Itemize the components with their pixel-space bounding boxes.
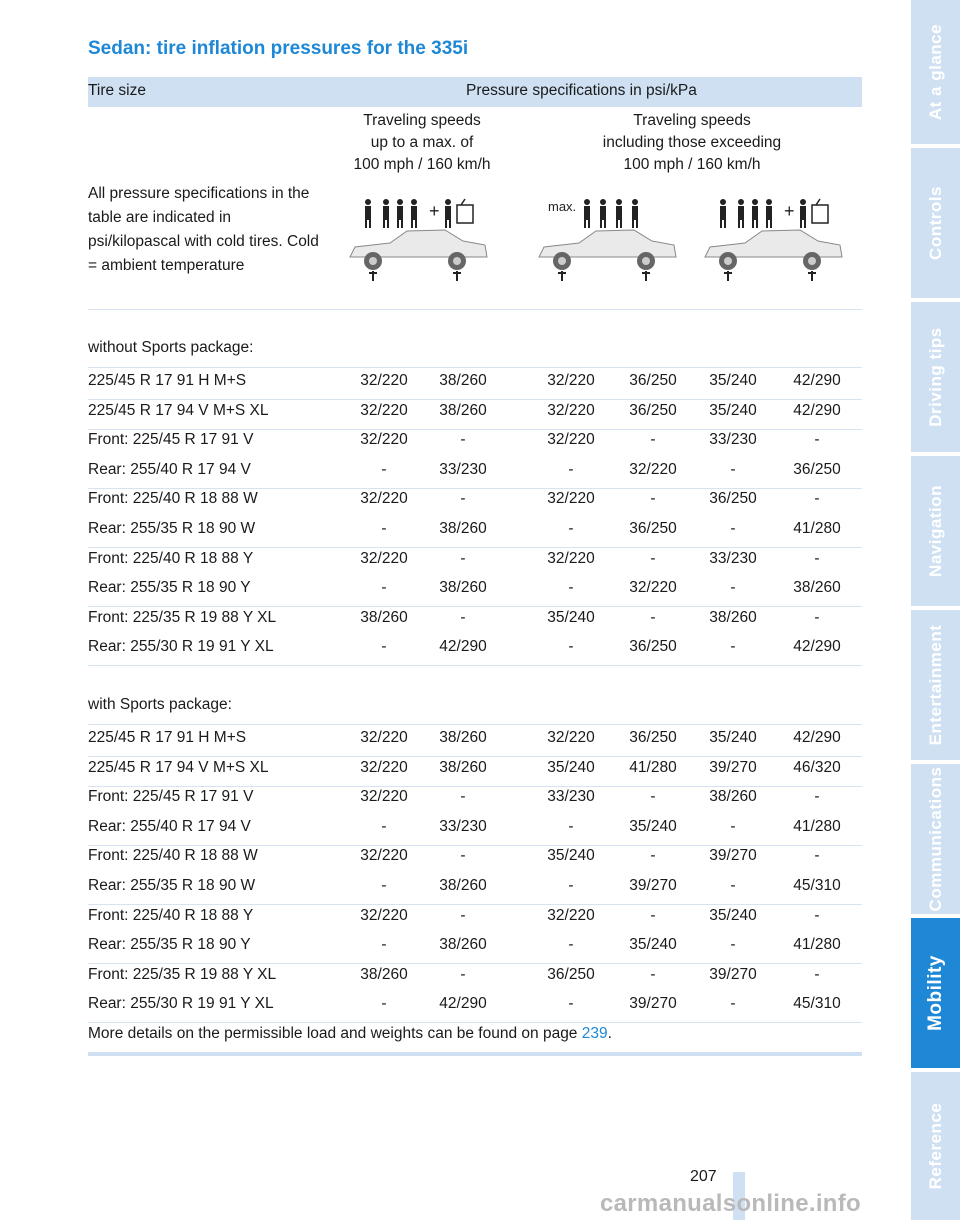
pressure-value: -: [814, 431, 820, 449]
sidebar-tab-label: Navigation: [925, 485, 945, 577]
table-header: [88, 77, 862, 107]
pressure-value: -: [730, 995, 736, 1013]
divider: [88, 665, 862, 666]
table-row: [88, 606, 862, 636]
tire-size: Rear: 255/30 R 19 91 Y XL: [88, 638, 274, 656]
pressure-value: 45/310: [793, 995, 841, 1013]
table-row: [88, 517, 862, 547]
pressure-value: 38/260: [439, 877, 487, 894]
col-pressure: Pressure specifications in psi/kPa: [466, 82, 697, 99]
sidebar-tab-label: Reference: [925, 1102, 945, 1190]
pressure-value: 41/280: [793, 520, 841, 537]
pressure-value: 41/280: [793, 936, 841, 954]
table-row: [88, 726, 862, 756]
table-row: [88, 576, 862, 606]
pressure-value: 35/240: [709, 401, 757, 419]
pressure-value: -: [814, 608, 820, 626]
pressure-value: 32/220: [360, 906, 408, 924]
pressure-value: 32/220: [360, 372, 408, 389]
pressure-value: 35/240: [709, 906, 757, 924]
pressure-value: 32/220: [360, 758, 408, 776]
pressure-value: 32/220: [360, 847, 408, 865]
table-row: [88, 992, 862, 1022]
tire-size: Rear: 255/40 R 17 94 V: [88, 817, 251, 835]
pressure-value: 32/220: [547, 906, 595, 924]
tire-size: Front: 225/40 R 18 88 W: [88, 847, 258, 865]
pressure-value: 42/290: [793, 372, 841, 389]
pressure-value: -: [650, 906, 656, 924]
pressure-value: 32/220: [547, 372, 595, 389]
table-row: [88, 428, 862, 458]
person-icon: [584, 199, 638, 228]
pressure-value: 35/240: [629, 936, 677, 954]
tire-size: Front: 225/40 R 18 88 Y: [88, 549, 254, 567]
tire-size: Front: 225/35 R 19 88 Y XL: [88, 965, 277, 983]
tire-size: Front: 225/35 R 19 88 Y XL: [88, 608, 277, 626]
pressure-value: 35/240: [629, 817, 677, 835]
sidebar-tab-label: Controls: [925, 186, 945, 260]
car-side-icon: [705, 230, 842, 281]
pressure-value: 33/230: [439, 817, 487, 835]
pressure-value: -: [650, 608, 656, 626]
pressure-value: 39/270: [709, 847, 757, 865]
sidebar-tab-label: Entertainment: [925, 624, 945, 746]
pressure-value: 32/220: [547, 401, 595, 419]
pressure-value: -: [730, 877, 736, 894]
pressure-value: 33/230: [709, 549, 757, 567]
pressure-value: -: [814, 490, 820, 508]
pressure-value: 32/220: [360, 788, 408, 806]
car-side-icon: [350, 230, 487, 281]
divider: [88, 1022, 862, 1023]
pressure-value: -: [814, 906, 820, 924]
page-number: 207: [690, 1168, 717, 1185]
section-label: with Sports package:: [88, 696, 232, 713]
pressure-value: 33/230: [439, 460, 487, 478]
pressure-value: -: [650, 549, 656, 567]
pressure-value: 46/320: [793, 758, 841, 776]
pressure-value: 32/220: [629, 579, 677, 597]
pressure-value: -: [381, 520, 387, 537]
pressure-value: -: [650, 847, 656, 865]
pressure-value: -: [460, 490, 466, 508]
pressure-value: 35/240: [547, 847, 595, 865]
tire-size: Rear: 255/35 R 18 90 Y: [88, 579, 251, 597]
pressure-value: 36/250: [547, 965, 595, 983]
pressure-note: All pressure specifications in the table are indicated in psi/kilopascal with cold tires. Cold = ambient temperature: [88, 185, 319, 274]
tire-size: Front: 225/40 R 18 88 Y: [88, 906, 254, 924]
sidebar-tab[interactable]: [911, 610, 960, 760]
table-row: [88, 399, 862, 429]
pressure-value: 32/220: [547, 490, 595, 508]
pressure-value: 39/270: [709, 758, 757, 776]
pressure-value: -: [568, 936, 574, 954]
pressure-value: 38/260: [439, 520, 487, 537]
pressure-value: 32/220: [360, 549, 408, 567]
pressure-value: -: [568, 460, 574, 478]
pressure-value: -: [568, 638, 574, 656]
pressure-value: 38/260: [709, 788, 757, 806]
pressure-value: 38/260: [360, 608, 408, 626]
pressure-value: 32/220: [547, 549, 595, 567]
pressure-value: 42/290: [439, 638, 487, 656]
tire-size: Rear: 255/35 R 18 90 W: [88, 877, 256, 894]
table-row: [88, 756, 862, 786]
pressure-value: 36/250: [793, 460, 841, 478]
pressure-value: -: [381, 936, 387, 954]
table-row: [88, 547, 862, 577]
table-row: [88, 904, 862, 934]
pressure-value: 35/240: [547, 758, 595, 776]
watermark: carmanualsonline.info: [600, 1190, 862, 1217]
pressure-value: -: [730, 460, 736, 478]
pressure-value: 36/250: [629, 520, 677, 537]
tire-size: 225/45 R 17 94 V M+S XL: [88, 758, 269, 776]
pressure-value: 38/260: [709, 608, 757, 626]
tire-size: Front: 225/45 R 17 91 V: [88, 788, 254, 806]
pressure-value: -: [814, 549, 820, 567]
tire-size: Rear: 255/30 R 19 91 Y XL: [88, 995, 274, 1013]
pressure-value: 39/270: [629, 995, 677, 1013]
table-row: [88, 844, 862, 874]
pressure-value: -: [568, 579, 574, 597]
pressure-value: 38/260: [439, 936, 487, 954]
car-side-icon: [539, 230, 676, 281]
pressure-value: 35/240: [547, 608, 595, 626]
pressure-value: -: [381, 638, 387, 656]
pressure-value: -: [568, 995, 574, 1013]
pressure-value: 36/250: [629, 638, 677, 656]
pressure-value: 39/270: [709, 965, 757, 983]
pressure-value: 32/220: [547, 729, 595, 746]
sidebar-tab-label: At a glance: [925, 23, 945, 121]
pressure-value: 42/290: [793, 638, 841, 656]
pressure-value: -: [650, 431, 656, 449]
sidebar-tab-label: Mobility: [924, 955, 946, 1031]
speed-up-to-line: Traveling speeds: [363, 112, 481, 129]
pressure-value: -: [381, 579, 387, 597]
pressure-value: 36/250: [629, 372, 677, 389]
table-row: [88, 874, 862, 904]
pressure-value: -: [460, 788, 466, 806]
sidebar-tab[interactable]: [911, 764, 960, 914]
pressure-value: 36/250: [709, 490, 757, 508]
pressure-value: 41/280: [793, 817, 841, 835]
pressure-value: -: [381, 877, 387, 894]
sidebar-tab[interactable]: [911, 0, 960, 144]
load-pictogram-full: [700, 195, 850, 287]
pressure-value: 32/220: [547, 431, 595, 449]
pressure-value: 38/260: [439, 729, 487, 746]
sidebar-tab[interactable]: [911, 918, 960, 1068]
luggage-icon: [812, 199, 828, 223]
pressure-value: -: [650, 490, 656, 508]
divider: [88, 309, 862, 310]
pressure-value: 38/260: [360, 965, 408, 983]
pressure-value: -: [460, 431, 466, 449]
sidebar-tab-label: Driving tips: [925, 327, 945, 427]
pressure-value: -: [650, 788, 656, 806]
pressure-value: 42/290: [439, 995, 487, 1013]
pressure-value: 32/220: [629, 460, 677, 478]
svg-text:+: +: [429, 201, 440, 221]
divider: [88, 724, 862, 725]
pressure-value: 38/260: [439, 758, 487, 776]
person-icon: [720, 199, 806, 228]
pressure-value: 38/260: [793, 579, 841, 597]
pressure-value: -: [650, 965, 656, 983]
table-row: [88, 933, 862, 963]
pressure-value: 42/290: [793, 401, 841, 419]
person-icon: [365, 199, 451, 228]
speed-up-to-line: 100 mph / 160 km/h: [353, 156, 491, 173]
tire-size: Rear: 255/35 R 18 90 Y: [88, 936, 251, 954]
pressure-value: -: [730, 520, 736, 537]
pressure-value: 38/260: [439, 579, 487, 597]
pressure-value: -: [568, 817, 574, 835]
sidebar-tab[interactable]: [911, 148, 960, 298]
pressure-value: 39/270: [629, 877, 677, 894]
pressure-value: -: [814, 788, 820, 806]
table-row: [88, 369, 862, 399]
pressure-value: -: [381, 460, 387, 478]
pressure-value: -: [568, 520, 574, 537]
speed-exceeding-line: 100 mph / 160 km/h: [623, 156, 761, 173]
pressure-value: -: [460, 847, 466, 865]
tire-size: 225/45 R 17 91 H M+S: [88, 372, 247, 389]
sidebar-tab[interactable]: [911, 456, 960, 606]
max-label: max.: [548, 199, 577, 214]
table-row: [88, 815, 862, 845]
pressure-value: 41/280: [629, 758, 677, 776]
pressure-value: 36/250: [629, 729, 677, 746]
pressure-value: -: [568, 877, 574, 894]
pressure-value: 38/260: [439, 401, 487, 419]
table-row: [88, 458, 862, 488]
table-bottom-bar: [88, 1052, 862, 1056]
sidebar-tab[interactable]: [911, 302, 960, 452]
speed-exceeding: [580, 110, 804, 176]
table-row: [88, 785, 862, 815]
pressure-value: -: [814, 847, 820, 865]
svg-text:+: +: [784, 201, 795, 221]
tire-size: Rear: 255/40 R 17 94 V: [88, 460, 251, 478]
pressure-value: 32/220: [360, 431, 408, 449]
page-link[interactable]: 239: [581, 1025, 608, 1042]
table-row: [88, 487, 862, 517]
tire-size: 225/45 R 17 91 H M+S: [88, 729, 247, 746]
pressure-value: -: [460, 906, 466, 924]
pressure-value: 45/310: [793, 877, 841, 894]
pressure-value: 32/220: [360, 401, 408, 419]
section-label: without Sports package:: [88, 339, 254, 356]
pressure-value: 42/290: [793, 729, 841, 746]
pressure-value: -: [814, 965, 820, 983]
pressure-value: 38/260: [439, 372, 487, 389]
footer-text: More details on the permissible load and weights can be found on page: [88, 1025, 582, 1042]
footer-period: .: [607, 1025, 612, 1042]
speed-up-to: [332, 110, 512, 176]
load-pictogram-max: [534, 195, 684, 287]
speed-up-to-line: up to a max. of: [370, 134, 474, 151]
pressure-value: -: [460, 549, 466, 567]
pressure-value: -: [381, 995, 387, 1013]
load-pictogram-partial: [345, 195, 495, 287]
pressure-value: 35/240: [709, 729, 757, 746]
tire-size: Front: 225/40 R 18 88 W: [88, 490, 258, 508]
pressure-value: 36/250: [629, 401, 677, 419]
speed-exceeding-line: including those exceeding: [602, 134, 782, 151]
pressure-value: -: [381, 817, 387, 835]
sidebar-tab-label: Communications: [925, 766, 945, 912]
table-row: [88, 635, 862, 665]
footer-note: [88, 1025, 612, 1043]
pressure-value: -: [730, 579, 736, 597]
pressure-value: -: [460, 608, 466, 626]
tire-size: Rear: 255/35 R 18 90 W: [88, 520, 256, 537]
chapter-sidebar: [911, 0, 960, 1220]
luggage-icon: [457, 199, 473, 223]
divider: [88, 367, 862, 368]
pressure-value: 33/230: [709, 431, 757, 449]
pressure-value: 32/220: [360, 490, 408, 508]
pressure-value: 35/240: [709, 372, 757, 389]
pressure-value: 32/220: [360, 729, 408, 746]
table-row: [88, 963, 862, 993]
pressure-value: -: [730, 817, 736, 835]
pressure-value: -: [730, 936, 736, 954]
page-title: Sedan: tire inflation pressures for the 335i: [88, 38, 469, 59]
speed-exceeding-line: Traveling speeds: [633, 112, 751, 129]
pressure-value: 33/230: [547, 788, 595, 806]
tire-size: 225/45 R 17 94 V M+S XL: [88, 401, 269, 419]
pressure-value: -: [460, 965, 466, 983]
sidebar-tab[interactable]: [911, 1072, 960, 1220]
tire-size: Front: 225/45 R 17 91 V: [88, 431, 254, 449]
col-tire-size: Tire size: [88, 82, 146, 99]
pressure-value: -: [730, 638, 736, 656]
